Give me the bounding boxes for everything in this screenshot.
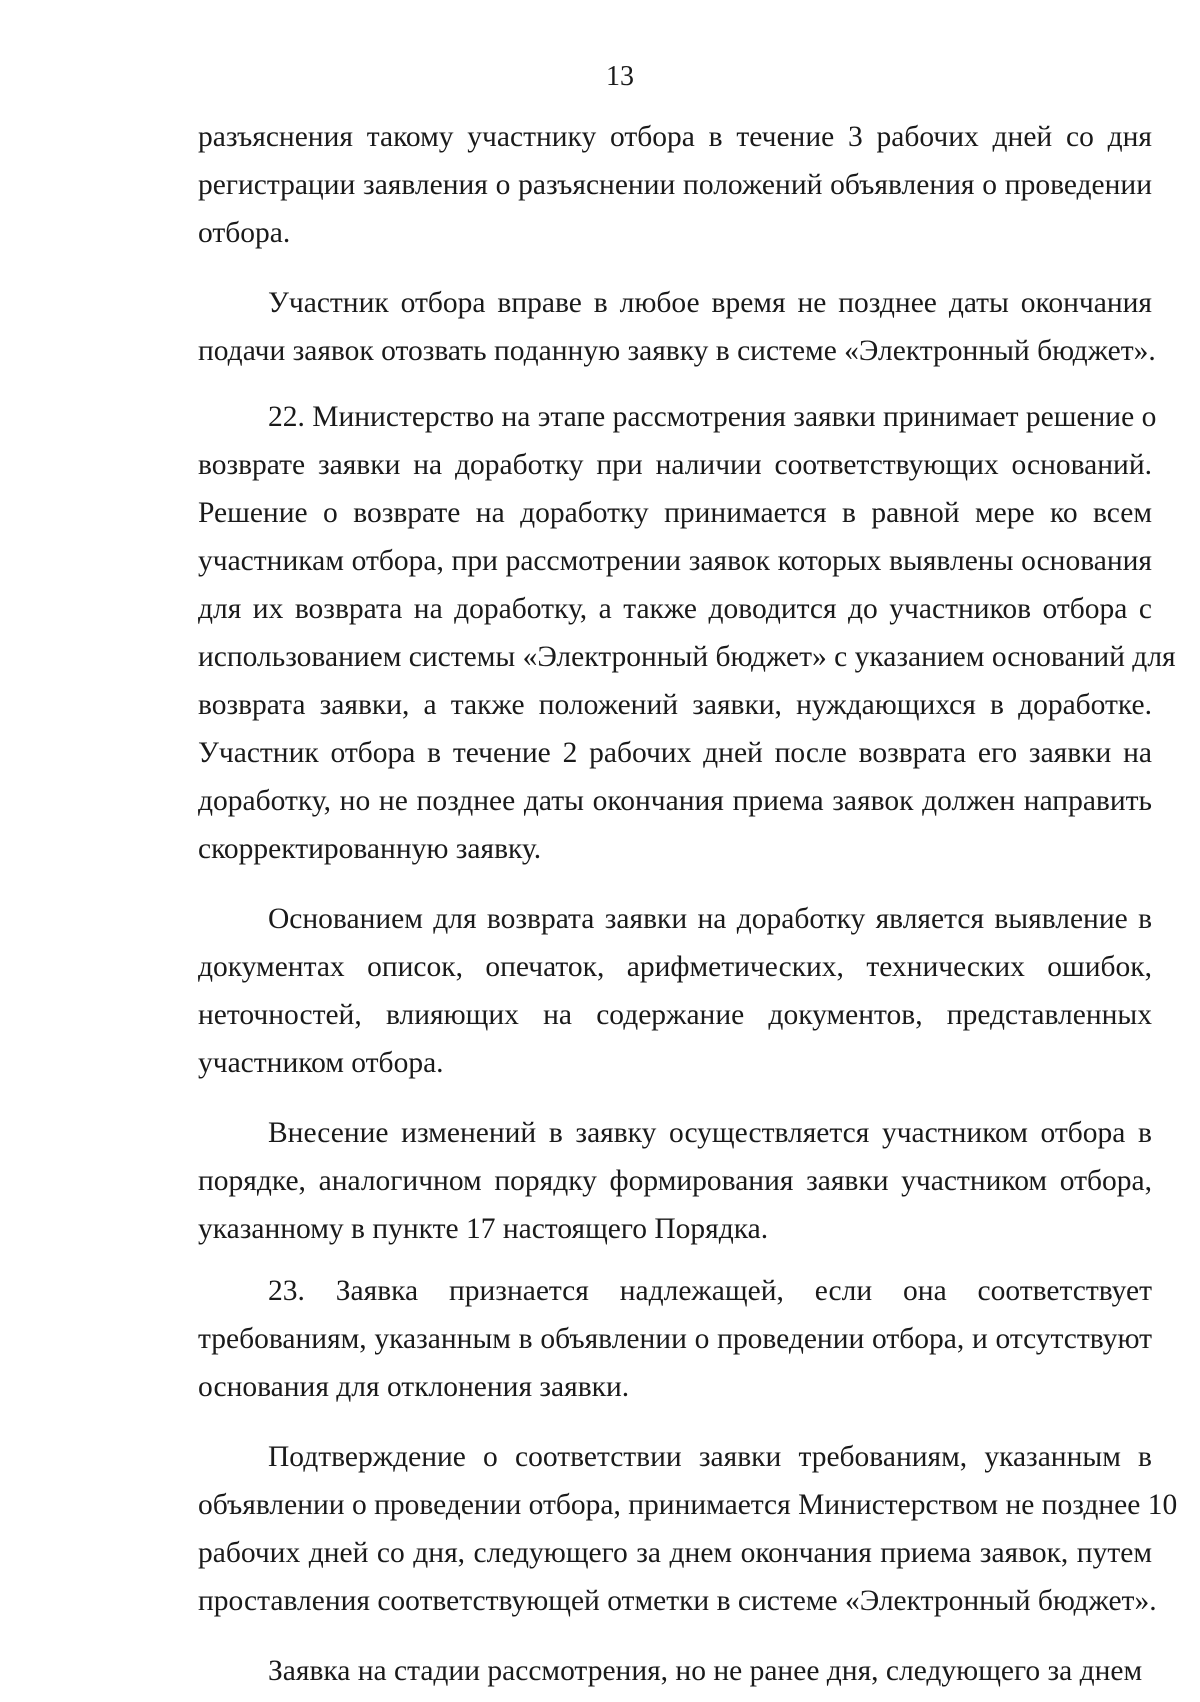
text-line: разъяснения такому участнику отбора в течение 3 рабочих дней со дня <box>198 121 1152 153</box>
text-line: требованиям, указанным в объявлении о проведении отбора, и отсутствуют <box>198 1323 1152 1355</box>
text-line: регистрации заявления о разъяснении положений объявления о проведении <box>198 169 1152 201</box>
page-number: 13 <box>606 61 634 92</box>
text-line: доработку, но не позднее даты окончания приема заявок должен направить <box>198 785 1152 817</box>
paragraph-p2 <box>198 279 1156 375</box>
paragraph-p6 <box>198 1267 1152 1411</box>
text-line: отбора. <box>198 217 291 249</box>
text-line: участником отбора. <box>198 1047 444 1079</box>
text-line: объявлении о проведении отбора, принимается Министерством не позднее 10 <box>198 1489 1178 1521</box>
text-line: 22. Министерство на этапе рассмотрения заявки принимает решение о <box>268 401 1157 433</box>
text-line: Заявка на стадии рассмотрения, но не ранее дня, следующего за днем <box>268 1655 1143 1687</box>
text-line: документах описок, опечаток, арифметических, технических ошибок, <box>198 951 1152 983</box>
text-line: участникам отбора, при рассмотрении заявок которых выявлены основания <box>198 545 1152 577</box>
paragraph-p7 <box>198 1433 1178 1625</box>
text-line: подачи заявок отозвать поданную заявку в системе «Электронный бюджет». <box>198 335 1156 367</box>
text-line: Участник отбора в течение 2 рабочих дней после возврата его заявки на <box>198 737 1152 769</box>
text-line: порядке, аналогичном порядку формирования заявки участником отбора, <box>198 1165 1152 1197</box>
paragraph-p8 <box>198 1647 1152 1695</box>
text-line: 23. Заявка признается надлежащей, если она соответствует <box>268 1275 1152 1307</box>
text-line: Подтверждение о соответствии заявки требованиям, указанным в <box>268 1441 1152 1473</box>
text-line: возврате заявки на доработку при наличии соответствующих оснований. <box>198 449 1152 481</box>
paragraph-p5 <box>198 1109 1152 1253</box>
text-line: для их возврата на доработку, а также доводится до участников отбора с <box>198 593 1152 625</box>
text-line: использованием системы «Электронный бюджет» с указанием оснований для <box>198 641 1176 673</box>
text-line: Решение о возврате на доработку принимается в равной мере ко всем <box>198 497 1152 529</box>
paragraph-p4 <box>198 895 1152 1087</box>
text-line: неточностей, влияющих на содержание документов, представленных <box>198 999 1152 1031</box>
text-line: проставления соответствующей отметки в системе «Электронный бюджет». <box>198 1585 1157 1617</box>
text-line: Основанием для возврата заявки на доработку является выявление в <box>268 903 1152 935</box>
paragraph-p3 <box>198 393 1176 873</box>
paragraph-p1 <box>198 113 1152 257</box>
text-line: скорректированную заявку. <box>198 833 542 865</box>
text-line: указанному в пункте 17 настоящего Порядка. <box>198 1213 769 1245</box>
text-line: Участник отбора вправе в любое время не позднее даты окончания <box>268 287 1152 319</box>
text-line: рабочих дней со дня, следующего за днем окончания приема заявок, путем <box>198 1537 1152 1569</box>
text-line: Внесение изменений в заявку осуществляется участником отбора в <box>268 1117 1152 1149</box>
document-body <box>198 113 1178 1695</box>
text-line: возврата заявки, а также положений заявки, нуждающихся в доработке. <box>198 689 1152 721</box>
text-line: основания для отклонения заявки. <box>198 1371 630 1403</box>
